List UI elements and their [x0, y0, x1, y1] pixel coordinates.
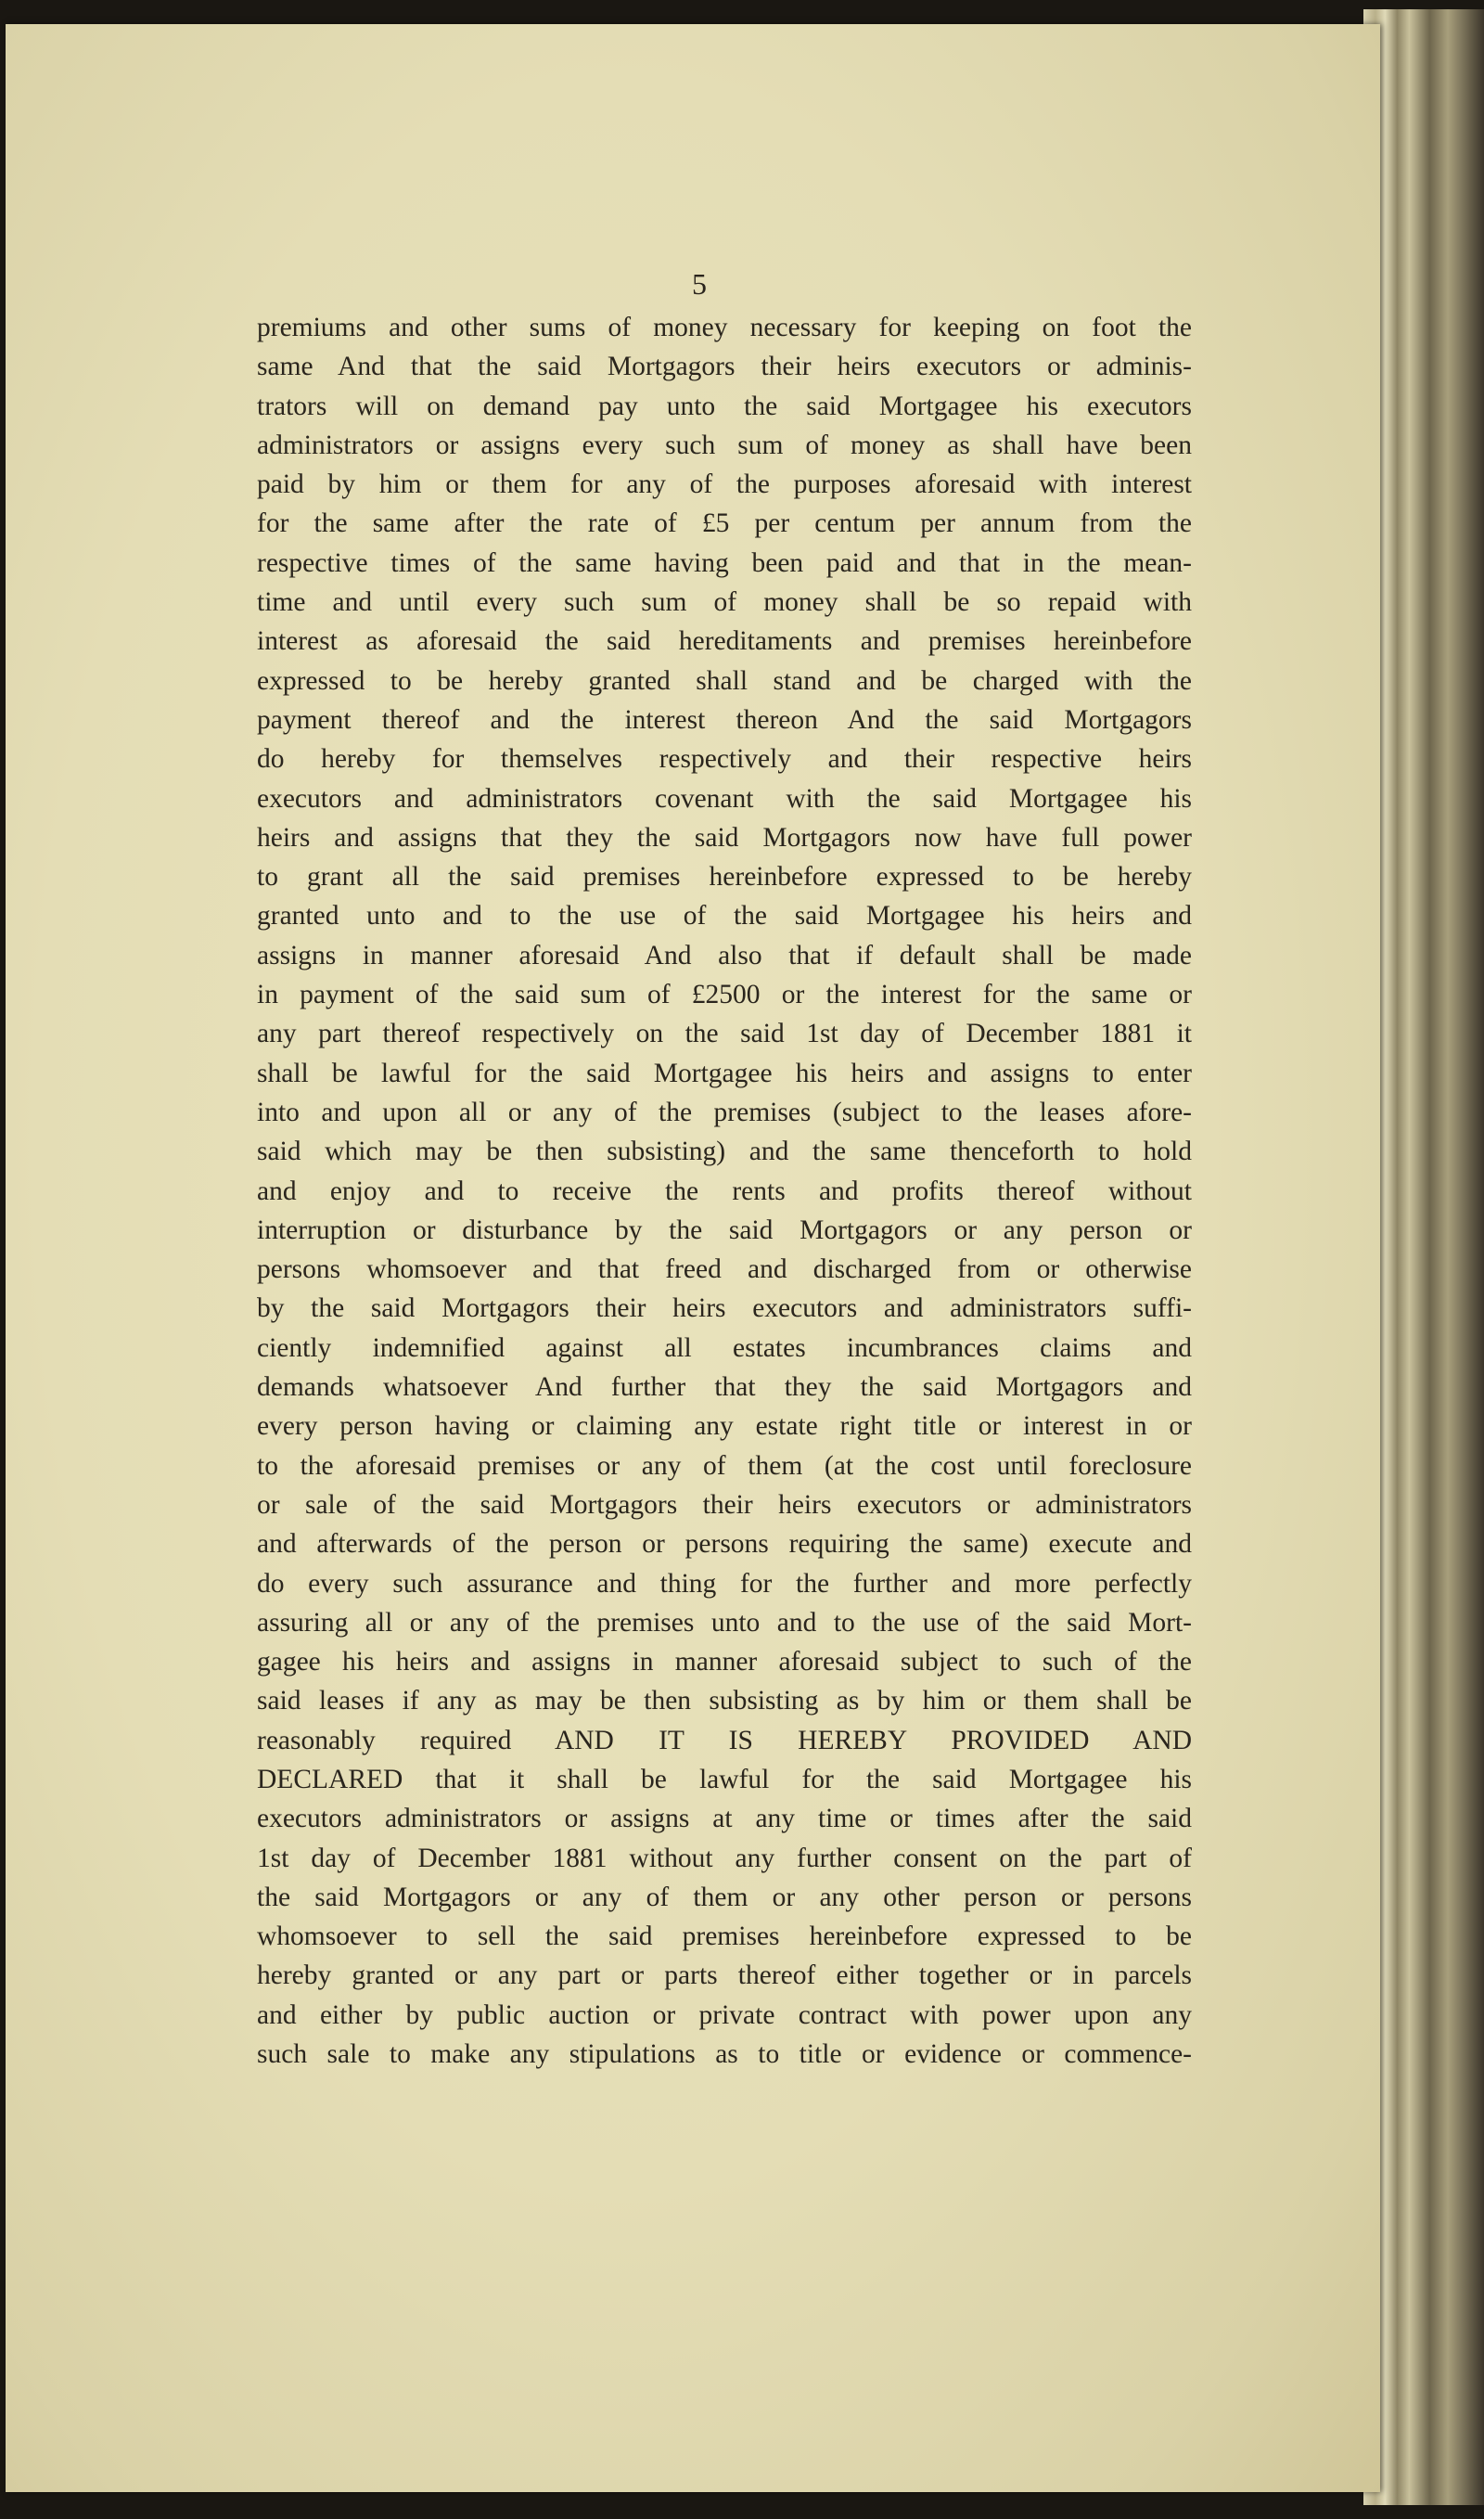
- text-line: premiums and other sums of money necessary for keeping on foot the: [257, 313, 1192, 342]
- document-body-text: [257, 308, 1192, 2074]
- book-page-edges: [1363, 9, 1484, 2505]
- text-line: interest as aforesaid the said hereditaments and premises hereinbefore: [257, 626, 1192, 657]
- text-line: persons whomsoever and that freed and discharged from or otherwise: [257, 1254, 1192, 1285]
- text-line: the said Mortgagors or any of them or any other person or persons: [257, 1882, 1192, 1912]
- text-line: heirs and assigns that they the said Mortgagors now have full power: [257, 822, 1192, 853]
- text-line: expressed to be hereby granted shall stand and be charged with the: [257, 665, 1192, 696]
- text-line: hereby granted or any part or parts thereof either together or in parcels: [257, 1960, 1192, 1991]
- text-line: gagee his heirs and assigns in manner aforesaid subject to such of the: [257, 1647, 1192, 1677]
- text-line: for the same after the rate of £5 per centum per annum from the: [257, 508, 1192, 539]
- text-line: every person having or claiming any estate right title or interest in or: [257, 1411, 1192, 1442]
- text-line: 1st day of December 1881 without any further consent on the part of: [257, 1843, 1192, 1873]
- text-line: shall be lawful for the said Mortgagee his heirs and assigns to enter: [257, 1058, 1192, 1088]
- text-line: do every such assurance and thing for the further and more perfectly: [257, 1568, 1192, 1599]
- text-line: and afterwards of the person or persons requiring the same) execute and: [257, 1529, 1192, 1560]
- text-line: time and until every such sum of money shall be so repaid with: [257, 587, 1192, 618]
- text-line: DECLARED that it shall be lawful for the said Mortgagee his: [257, 1764, 1192, 1794]
- text-line: paid by him or them for any of the purposes aforesaid with interest: [257, 469, 1192, 500]
- text-line: to grant all the said premises hereinbefore expressed to be hereby: [257, 862, 1192, 893]
- text-line: granted unto and to the use of the said Mortgagee his heirs and: [257, 901, 1192, 932]
- text-line: by the said Mortgagors their heirs executors and administrators suffi-: [257, 1293, 1192, 1324]
- text-line: assigns in manner aforesaid And also that if default shall be made: [257, 940, 1192, 970]
- text-line: payment thereof and the interest thereon And the said Mortgagors: [257, 704, 1192, 735]
- page-number: 5: [692, 267, 707, 301]
- text-line: reasonably required AND IT IS HEREBY PROVIDED AND: [257, 1725, 1192, 1755]
- text-line: same And that the said Mortgagors their heirs executors or adminis-: [257, 352, 1192, 382]
- text-line: executors administrators or assigns at any time or times after the said: [257, 1804, 1192, 1834]
- text-line: whomsoever to sell the said premises hereinbefore expressed to be: [257, 1921, 1192, 1952]
- text-line: said leases if any as may be then subsisting as by him or them shall be: [257, 1686, 1192, 1716]
- text-line: respective times of the same having been paid and that in the mean-: [257, 547, 1192, 578]
- text-line: and enjoy and to receive the rents and profits thereof without: [257, 1176, 1192, 1206]
- text-line: demands whatsoever And further that they the said Mortgagors and: [257, 1372, 1192, 1403]
- text-line: executors and administrators covenant with the said Mortgagee his: [257, 783, 1192, 814]
- text-line: ciently indemnified against all estates incumbrances claims and: [257, 1332, 1192, 1363]
- text-line: assuring all or any of the premises unto and to the use of the said Mort-: [257, 1607, 1192, 1638]
- text-line: any part thereof respectively on the said 1st day of December 1881 it: [257, 1019, 1192, 1049]
- text-line: said which may be then subsisting) and the same thenceforth to hold: [257, 1137, 1192, 1167]
- text-line: interruption or disturbance by the said Mortgagors or any person or: [257, 1215, 1192, 1245]
- text-line: to the aforesaid premises or any of them (at the cost until foreclosure: [257, 1450, 1192, 1481]
- text-line: or sale of the said Mortgagors their heirs executors or administrators: [257, 1489, 1192, 1520]
- text-line: in payment of the said sum of £2500 or the interest for the same or: [257, 980, 1192, 1010]
- text-line: trators will on demand pay unto the said Mortgagee his executors: [257, 391, 1192, 421]
- text-line: administrators or assigns every such sum of money as shall have been: [257, 430, 1192, 460]
- text-line: such sale to make any stipulations as to title or evidence or commence-: [257, 2039, 1192, 2070]
- text-line: do hereby for themselves respectively and their respective heirs: [257, 744, 1192, 775]
- text-line: and either by public auction or private contract with power upon any: [257, 1999, 1192, 2030]
- text-line: into and upon all or any of the premises (subject to the leases afore-: [257, 1097, 1192, 1127]
